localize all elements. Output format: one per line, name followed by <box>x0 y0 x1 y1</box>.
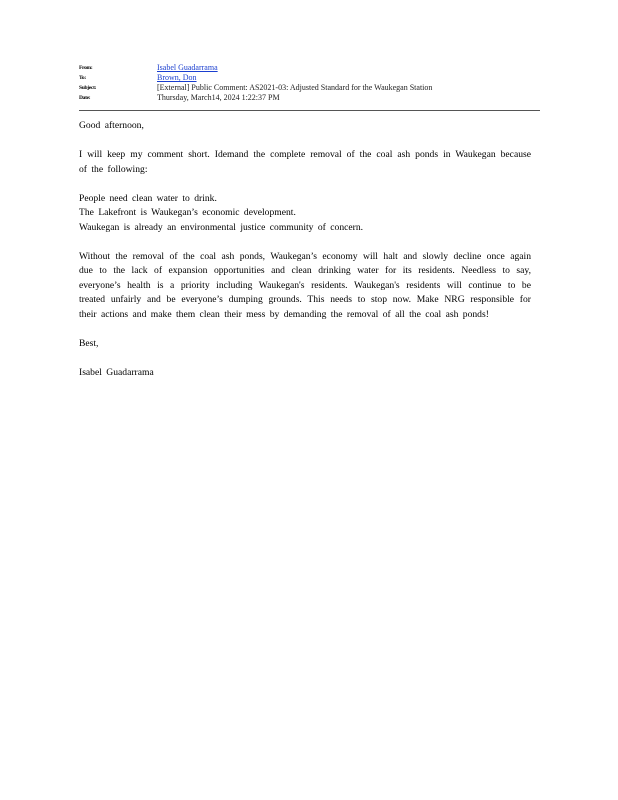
point-item: People need clean water to drink. <box>79 192 217 204</box>
to-label: To: <box>79 75 86 81</box>
header-to-row <box>79 73 539 83</box>
signature: Isabel Guadarrama <box>79 366 154 378</box>
date-label: Date: <box>79 95 91 101</box>
date-value: Thursday, March14, 2024 1:22:37 PM <box>157 93 280 102</box>
closing: Best, <box>79 337 99 349</box>
main-paragraph: Without the removal of the coal ash ponds, Waukegan’s economy will halt and slowly decline once again due to the lack of expansion opportunities and clean drinking water for its residents. Needless to say, everyone’s health is a priority including Waukegan's residents. Waukegan's residents will continue to be treated unfairly and be everyone’s dumping grounds. This needs to stop now. Make NRG responsible for their actions and make them clean their mess by demanding the removal of all the coal ash ponds! <box>79 250 531 320</box>
email-body <box>79 119 531 395</box>
header-subject-row <box>79 83 539 93</box>
point-item: The Lakefront is Waukegan’s economic development. <box>79 207 296 218</box>
greeting: Good afternoon, <box>79 120 144 131</box>
sender-link[interactable]: Isabel Guadarrama <box>157 63 218 72</box>
point-item: Waukegan is already an environmental justice community of concern. <box>79 221 364 233</box>
subject-label: Subject: <box>79 85 97 91</box>
points-list <box>79 192 531 236</box>
intro-paragraph: I will keep my comment short. Idemand the complete removal of the coal ash ponds in Waukegan because of the following: <box>79 149 531 175</box>
recipient-link[interactable]: Brown, Don <box>157 73 197 82</box>
email-header <box>79 63 539 103</box>
from-label: From: <box>79 65 93 71</box>
subject-value: [External] Public Comment: AS2021-03: Adjusted Standard for the Waukegan Station <box>157 83 433 92</box>
header-date-row <box>79 93 539 103</box>
header-divider <box>79 110 540 111</box>
header-from-row <box>79 63 539 73</box>
